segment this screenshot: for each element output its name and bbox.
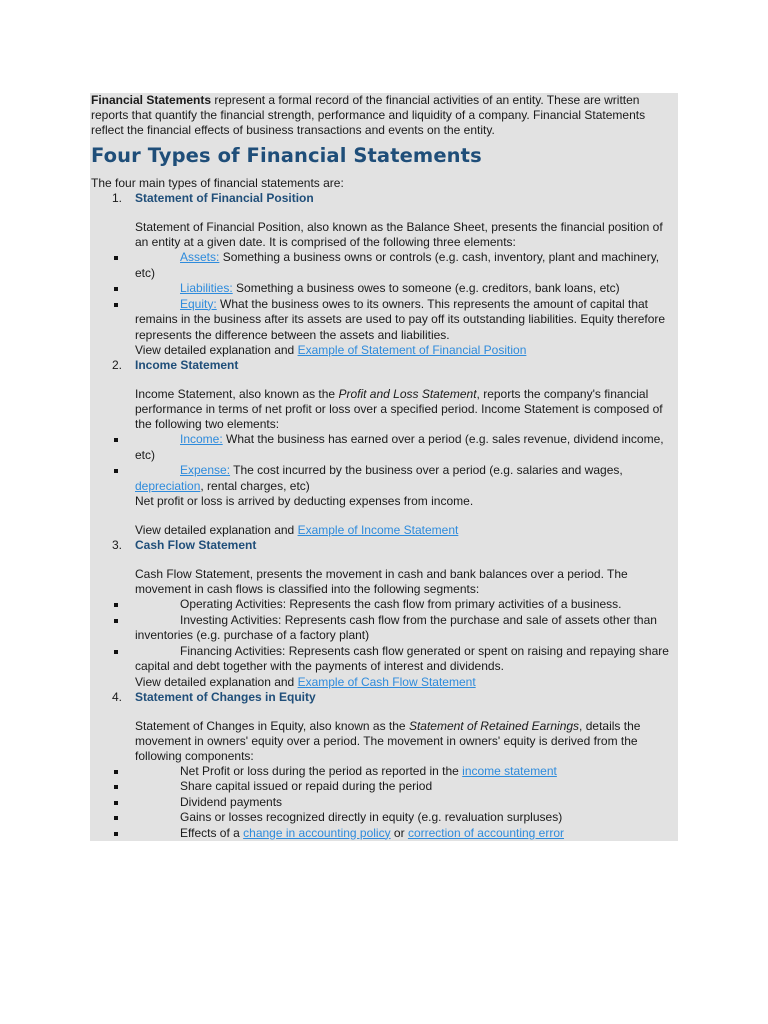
section-number: 4.: [112, 689, 123, 704]
equity-link[interactable]: Equity:: [180, 296, 217, 311]
example-income-statement-link[interactable]: Example of Income Statement: [297, 523, 459, 537]
lead-text: The four main types of financial statements are:: [90, 176, 678, 191]
section-2-note: Net profit or loss is arrived by deducting expenses from income.: [90, 494, 678, 509]
section-number: 2.: [112, 358, 123, 372]
section-1-heading: 1. Statement of Financial Position: [90, 191, 678, 206]
list-item: Investing Activities: Represents cash flow from the purchase and sale of assets other than inventories (e.g. purchase of a factory plant): [90, 613, 678, 644]
example-cash-flow-link[interactable]: Example of Cash Flow Statement: [297, 674, 476, 689]
assets-link[interactable]: Assets:: [180, 250, 220, 264]
list-item: Financing Activities: Represents cash flow generated or spent on raising and repaying share capital and debt together with the payments of interest and dividends.: [90, 644, 678, 675]
change-accounting-policy-link[interactable]: change in accounting policy: [243, 825, 391, 840]
bullet-icon: [114, 619, 118, 623]
bullet-icon: [114, 287, 118, 291]
section-4-paragraph: Statement of Changes in Equity, also known as the Statement of Retained Earnings, details the movement in owners' equity over a period. The movement in owners' equity is derived from the following components:: [90, 719, 678, 764]
section-1-paragraph: Statement of Financial Position, also known as the Balance Sheet, presents the financial position of an entity at a given date. It is comprised of the following three elements:: [90, 220, 678, 250]
list-item: Effects of a change in accounting policy or correction of accounting error: [90, 826, 678, 842]
section-2-paragraph: Income Statement, also known as the Profit and Loss Statement, reports the company's financial performance in terms of net profit or loss over a specified period. Income Statement is composed of the following two elements:: [90, 387, 678, 432]
section-2-view: View detailed explanation and Example of Income Statement: [90, 523, 678, 538]
document-body: [90, 93, 678, 841]
income-link[interactable]: Income:: [180, 432, 223, 446]
bullet-icon: [114, 438, 118, 442]
section-4-heading: 4. Statement of Changes in Equity: [90, 690, 678, 705]
bullet-icon: [114, 650, 118, 654]
correction-accounting-error-link[interactable]: correction of accounting error: [407, 825, 565, 840]
section-number: 1.: [112, 191, 123, 205]
list-item: Share capital issued or repaid during the period: [90, 779, 678, 795]
section-1-view: View detailed explanation and Example of Statement of Financial Position: [90, 343, 678, 358]
list-item: Equity: What the business owes to its owners. This represents the amount of capital that remains in the business after its assets are used to pay off its outstanding liabilities. Equity therefore represents the difference between the assets and liabilities.: [90, 297, 678, 344]
section-3-heading: 3. Cash Flow Statement: [90, 538, 678, 553]
section-2-heading: 2. Income Statement: [90, 358, 678, 373]
expense-link[interactable]: Expense:: [180, 463, 231, 477]
bullet-icon: [114, 603, 118, 607]
list-item: Income: What the business has earned over a period (e.g. sales revenue, dividend income, etc): [90, 432, 678, 463]
liabilities-link[interactable]: Liabilities:: [180, 281, 233, 295]
list-item: Gains or losses recognized directly in equity (e.g. revaluation surpluses): [90, 810, 678, 826]
list-item: Assets: Something a business owns or controls (e.g. cash, inventory, plant and machinery, etc): [90, 250, 678, 281]
list-item: Liabilities: Something a business owes to someone (e.g. creditors, bank loans, etc): [90, 281, 678, 297]
list-item: Operating Activities: Represents the cash flow from primary activities of a business.: [90, 597, 678, 613]
list-item: Expense: The cost incurred by the business over a period (e.g. salaries and wages, depreciation, rental charges, etc): [90, 463, 678, 494]
bullet-icon: [114, 801, 118, 805]
section-3-paragraph: Cash Flow Statement, presents the movement in cash and bank balances over a period. The movement in cash flows is classified into the following segments:: [90, 567, 678, 597]
bullet-icon: [114, 832, 118, 836]
section-3-view: View detailed explanation and Example of Cash Flow Statement: [90, 675, 678, 690]
page-title: Four Types of Financial Statements: [91, 144, 482, 167]
section-number: 3.: [112, 538, 123, 552]
income-statement-link[interactable]: income statement: [462, 763, 557, 778]
bullet-icon: [114, 816, 118, 820]
intro-paragraph: [90, 93, 678, 138]
bullet-icon: [114, 770, 118, 774]
intro-text: represent a formal record of the financial activities of an entity. These are written reports that quantify the financial strength, performance and liquidity of a company. Financial Statements reflect the financial effects of business transactions and events on the entity.: [91, 93, 646, 137]
bullet-icon: [114, 256, 118, 260]
bullet-icon: [114, 469, 118, 473]
example-financial-position-link[interactable]: Example of Statement of Financial Position: [297, 343, 527, 357]
depreciation-link[interactable]: depreciation: [135, 478, 201, 493]
intro-bold: Financial Statements: [91, 93, 212, 107]
bullet-icon: [114, 303, 118, 307]
bullet-icon: [114, 785, 118, 789]
list-item: Net Profit or loss during the period as reported in the income statement: [90, 764, 678, 780]
list-item: Dividend payments: [90, 795, 678, 811]
